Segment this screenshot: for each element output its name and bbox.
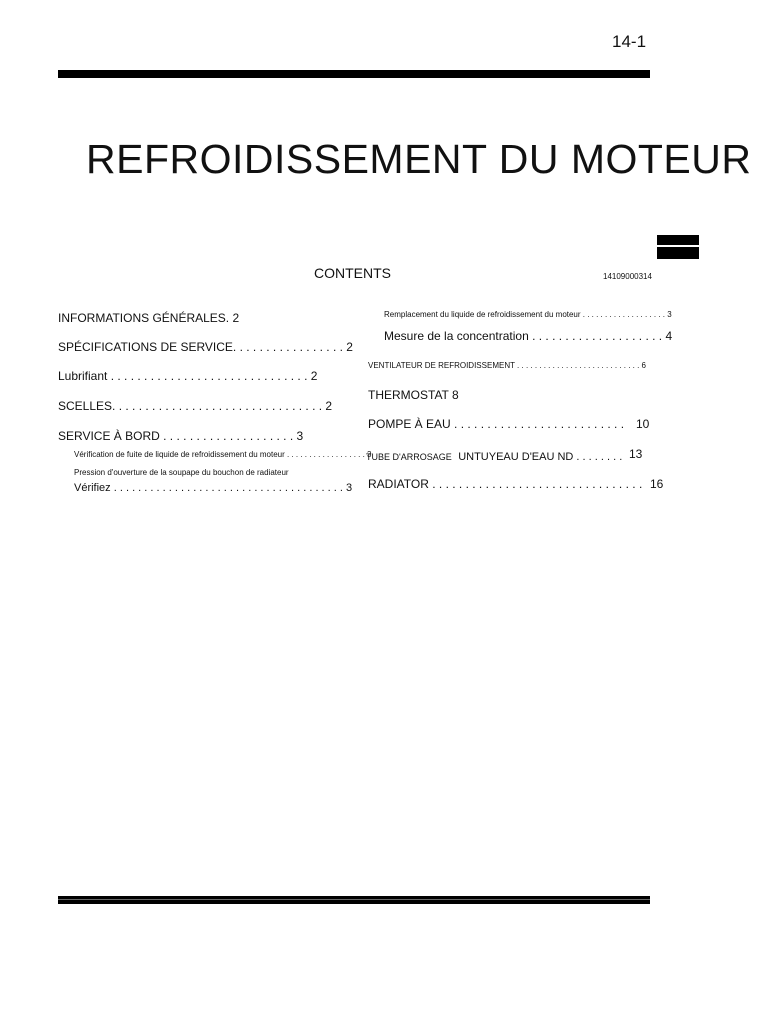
toc-item-ventilateur[interactable]: VENTILATEUR DE REFROIDISSEMENT . . . . . . . . . . . . . . . . . . . . . . . . . . . . 6 [368,361,646,370]
toc-item-label-secondary: UNTUYEAU D'EAU ND . . . . . . . . [458,451,623,463]
toc-item-specifications-de-service[interactable]: SPÉCIFICATIONS DE SERVICE. . . . . . . . . . . . . . . . . 2 [58,340,353,354]
toc-page-number: 13 [629,447,643,461]
toc-page-number: 10 [636,417,650,431]
toc-page-number: 16 [650,477,664,491]
toc-item-radiator[interactable] [368,477,642,491]
toc-item-verification-fuite[interactable]: Vérification de fuite de liquide de refroidissement du moteur . . . . . . . . . . . . . . . . . . 3 [74,450,372,459]
toc-item-label: RADIATOR . . . . . . . . . . . . . . . . . . . . . . . . . . . . . . . . [368,477,643,491]
contents-heading: CONTENTS [314,265,391,281]
toc-item-pompe-a-eau[interactable] [368,417,624,431]
toc-item-pression-ouverture[interactable]: Pression d'ouverture de la soupape du bouchon de radiateur [74,468,289,477]
top-rule [58,70,650,78]
document-code: 14109000314 [603,272,652,281]
toc-item-label: TUBE D'ARROSAGE [366,452,452,462]
page-number: 14-1 [612,32,647,51]
toc-item-tube-arrosage[interactable] [366,447,622,465]
toc-item-label: POMPE À EAU . . . . . . . . . . . . . . . . . . . . . . . . . . [368,417,625,431]
toc-item-remplacement-liquide[interactable]: Remplacement du liquide de refroidissement du moteur . . . . . . . . . . . . . . . . . . . 3 [384,310,672,319]
toc-item-informations-generales[interactable]: INFORMATIONS GÉNÉRALES. 2 [58,311,240,325]
section-marker [657,235,699,259]
toc-item-thermostat[interactable]: THERMOSTAT 8 [368,388,459,402]
toc-item-service-a-bord[interactable]: SERVICE À BORD . . . . . . . . . . . . . . . . . . . . 3 [58,429,304,443]
bottom-rule [58,896,650,904]
toc-item-scelles[interactable]: SCELLES. . . . . . . . . . . . . . . . . . . . . . . . . . . . . . . . 2 [58,399,333,413]
toc-item-mesure-concentration[interactable]: Mesure de la concentration . . . . . . . . . . . . . . . . . . . . 4 [384,329,673,343]
toc-item-lubrifiant[interactable]: Lubrifiant . . . . . . . . . . . . . . . . . . . . . . . . . . . . . . 2 [58,369,318,383]
page-title: REFROIDISSEMENT DU MOTEUR [86,136,752,182]
toc-item-verifiez[interactable]: Vérifiez . . . . . . . . . . . . . . . . . . . . . . . . . . . . . . . . . . . . . . 3 [74,482,353,494]
